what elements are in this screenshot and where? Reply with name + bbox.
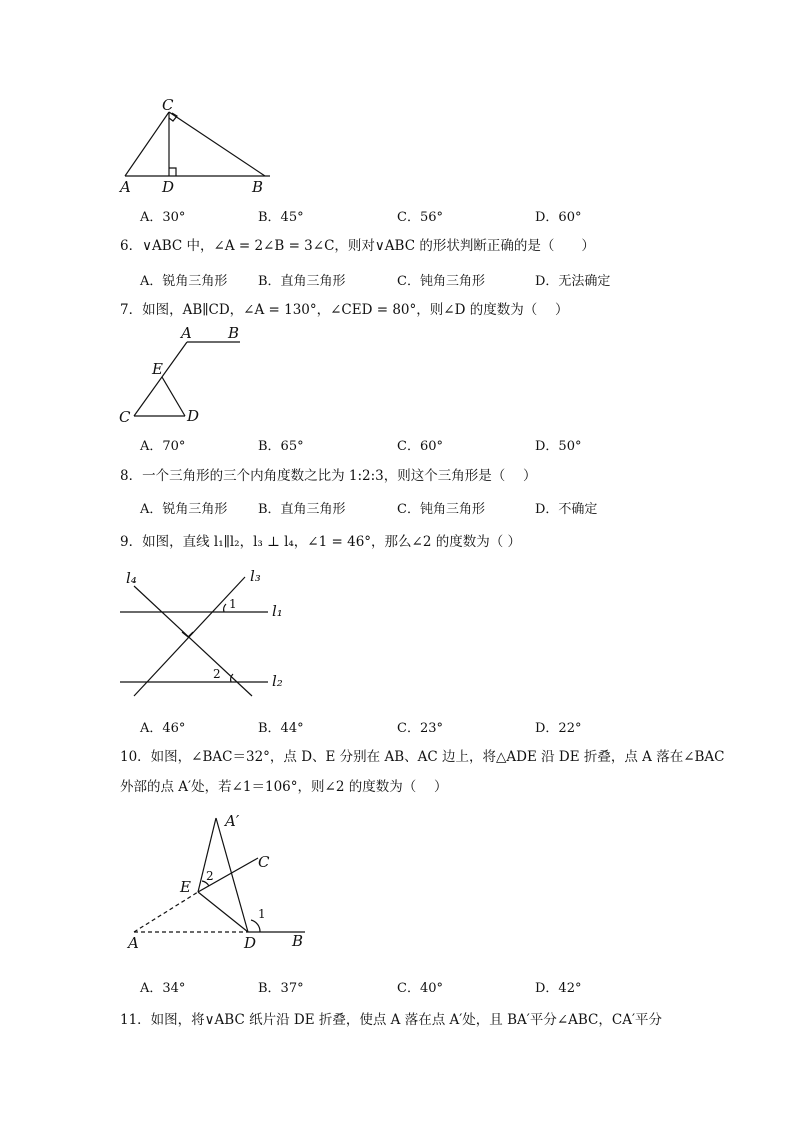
q11-stem: 11．如图，将∨ABC 纸片沿 DE 折叠，使点 A 落在点 A′处，且 BA′平分∠ABC，CA′平分 bbox=[120, 1012, 663, 1028]
q5-option-b[interactable]: B．45° bbox=[258, 210, 304, 225]
q10-stem-line1: 10．如图，∠BAC＝32°，点 D、E 分别在 AB、AC 边上，将△ADE 沿 DE 折叠，点 A 落在∠BAC bbox=[120, 749, 725, 765]
q10-label-c: C bbox=[258, 853, 270, 871]
q7-options bbox=[140, 435, 700, 453]
q6-option-a[interactable]: A．锐角三角形 bbox=[140, 274, 228, 289]
q6-options bbox=[140, 270, 700, 288]
q7-label-c: C bbox=[119, 408, 131, 426]
q10-option-a[interactable]: A．34° bbox=[140, 981, 186, 996]
q10-label-b: B bbox=[292, 932, 304, 950]
q9-label-l3: l₃ bbox=[250, 567, 261, 585]
q5-option-d[interactable]: D．60° bbox=[535, 210, 582, 225]
q5-label-c: C bbox=[162, 96, 174, 114]
q5-option-a[interactable]: A．30° bbox=[140, 210, 186, 225]
q10-label-e: E bbox=[180, 878, 191, 896]
q10-angle-2-label: 2 bbox=[206, 869, 214, 883]
q10-option-b[interactable]: B．37° bbox=[258, 981, 304, 996]
q9-label-l1: l₁ bbox=[272, 602, 283, 620]
q5-option-c[interactable]: C．56° bbox=[397, 210, 443, 225]
q9-stem: 9．如图，直线 l₁∥l₂，l₃ ⊥ l₄，∠1 = 46°，那么∠2 的度数为（ ） bbox=[120, 534, 522, 550]
q10-label-a: A bbox=[128, 934, 139, 952]
q6-stem: 6．∨ABC 中，∠A = 2∠B = 3∠C，则对∨ABC 的形状判断正确的是（ ） bbox=[120, 238, 595, 254]
q10-label-d: D bbox=[244, 934, 257, 952]
q8-option-b[interactable]: B．直角三角形 bbox=[258, 502, 346, 517]
q9-label-l4: l₄ bbox=[126, 569, 137, 587]
q6-option-d[interactable]: D．无法确定 bbox=[535, 274, 611, 289]
q9-option-a[interactable]: A．46° bbox=[140, 721, 186, 736]
q5-triangle-figure bbox=[110, 92, 290, 202]
q8-option-c[interactable]: C．钝角三角形 bbox=[397, 502, 485, 517]
q9-label-l2: l₂ bbox=[272, 672, 283, 690]
q8-option-d[interactable]: D．不确定 bbox=[535, 502, 598, 517]
q7-label-e: E bbox=[152, 360, 163, 378]
q7-label-a: A bbox=[181, 324, 192, 342]
q6-option-c[interactable]: C．钝角三角形 bbox=[397, 274, 485, 289]
q10-angle-1-label: 1 bbox=[258, 907, 266, 921]
q7-option-c[interactable]: C．60° bbox=[397, 439, 443, 454]
q7-label-d: D bbox=[187, 407, 200, 425]
q8-options bbox=[140, 498, 700, 516]
q7-label-b: B bbox=[228, 324, 240, 342]
q9-option-c[interactable]: C．23° bbox=[397, 721, 443, 736]
q9-angle-1-label: 1 bbox=[229, 597, 237, 611]
q9-angle-2-label: 2 bbox=[213, 667, 221, 681]
q10-label-a-prime: A′ bbox=[225, 812, 240, 830]
q9-option-d[interactable]: D．22° bbox=[535, 721, 582, 736]
q10-option-d[interactable]: D．42° bbox=[535, 981, 582, 996]
q5-label-d: D bbox=[162, 178, 175, 196]
q7-stem: 7．如图，AB∥CD，∠A = 130°，∠CED = 80°，则∠D 的度数为（ ） bbox=[120, 302, 569, 318]
q5-label-a: A bbox=[120, 178, 131, 196]
q8-option-a[interactable]: A．锐角三角形 bbox=[140, 502, 228, 517]
q10-options bbox=[140, 977, 700, 995]
q6-option-b[interactable]: B．直角三角形 bbox=[258, 274, 346, 289]
q5-label-b: B bbox=[252, 178, 264, 196]
q7-option-b[interactable]: B．65° bbox=[258, 439, 304, 454]
q9-lines-figure bbox=[112, 566, 302, 701]
q9-options bbox=[140, 717, 700, 735]
q9-option-b[interactable]: B．44° bbox=[258, 721, 304, 736]
q7-parallel-figure bbox=[112, 324, 252, 429]
q10-option-c[interactable]: C．40° bbox=[397, 981, 443, 996]
q10-stem-line2: 外部的点 A′处，若∠1＝106°，则∠2 的度数为（ ） bbox=[120, 779, 448, 795]
q7-option-a[interactable]: A．70° bbox=[140, 439, 186, 454]
q8-stem: 8．一个三角形的三个内角度数之比为 1:2:3，则这个三角形是（ ） bbox=[120, 468, 537, 484]
q7-option-d[interactable]: D．50° bbox=[535, 439, 582, 454]
q10-fold-figure bbox=[120, 810, 320, 955]
q5-options bbox=[140, 206, 700, 224]
